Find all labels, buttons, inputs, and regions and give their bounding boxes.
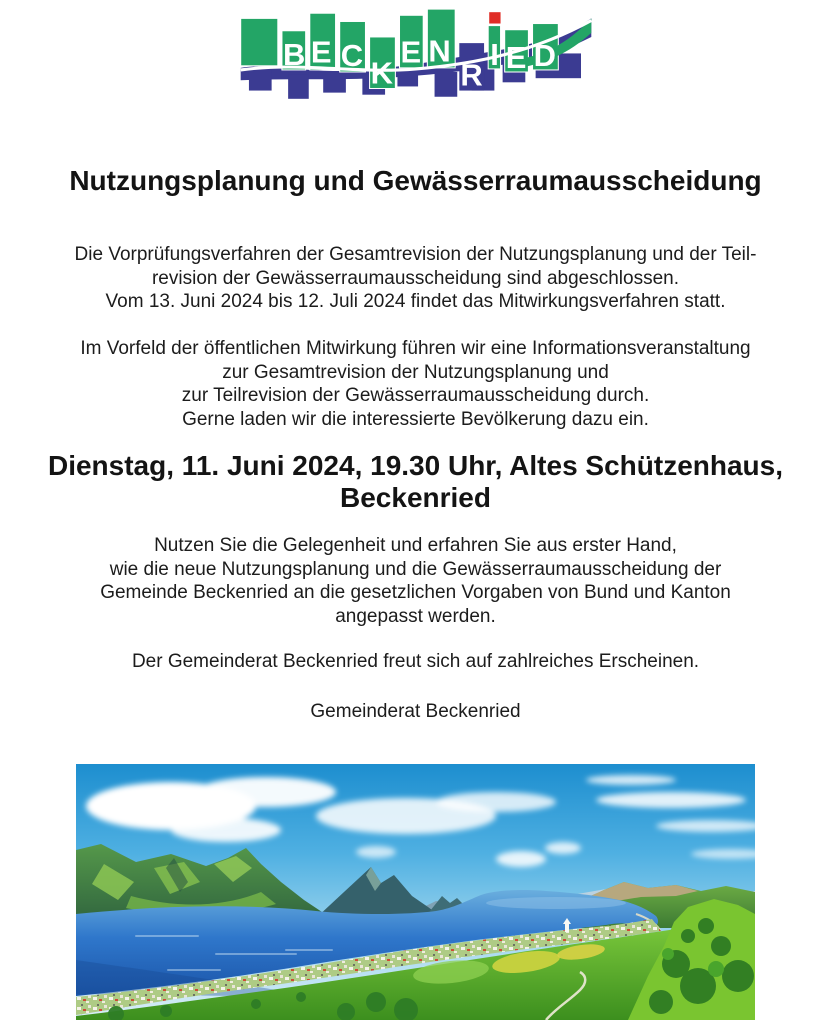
- logo-letter: K: [370, 55, 393, 91]
- logo-letter: E: [310, 34, 331, 70]
- invitation-paragraph: Im Vorfeld der öffentlichen Mitwirkung führen wir eine Informationsveranstaltung zur Gesamtrevision der Nutzungsplanung und zur Teilrevision der Gewässerraumausscheidung durch. Gerne laden wir die interessierte Bevölkerung dazu ein.: [80, 338, 751, 430]
- beckenried-logo: [240, 6, 592, 105]
- closing-paragraph: Der Gemeinderat Beckenried freut sich auf zahlreiches Erscheinen.: [131, 651, 700, 672]
- logo-letter: E: [505, 39, 526, 75]
- logo-letter: B: [282, 36, 305, 72]
- logo-letter: R: [459, 57, 483, 93]
- logo-letter: E: [400, 34, 421, 70]
- logo-i-dot: [489, 12, 500, 23]
- event-heading: Dienstag, 11. Juni 2024, 19.30 Uhr, Altes Schützenhaus, Beckenried: [47, 450, 784, 513]
- logo-letter: N: [427, 33, 451, 69]
- signature: Gemeinderat Beckenried: [310, 701, 521, 722]
- intro-paragraph: Die Vorprüfungsverfahren der Gesamtrevision der Nutzungsplanung und der Teil- revision der Gewässerraumausscheidung sind abgeschlossen. Vom 13. Juni 2024 bis 12. Juli 2024 findet das Mitwirkungsverfahren statt.: [74, 244, 757, 312]
- main-heading: Nutzungsplanung und Gewässerraumausscheidung: [69, 165, 762, 196]
- benefit-paragraph: Nutzen Sie die Gelegenheit und erfahren Sie aus erster Hand, wie die neue Nutzungsplanung und die Gewässerraumausscheidung der Gemeinde Beckenried an die gesetzlichen Vorgaben von Bund und Kanton angepasst werden.: [100, 535, 731, 627]
- logo-letter: D: [533, 37, 556, 73]
- lake-panorama-photo: [76, 764, 755, 1020]
- logo-letter: I: [489, 36, 499, 72]
- logo-letter: C: [340, 37, 363, 73]
